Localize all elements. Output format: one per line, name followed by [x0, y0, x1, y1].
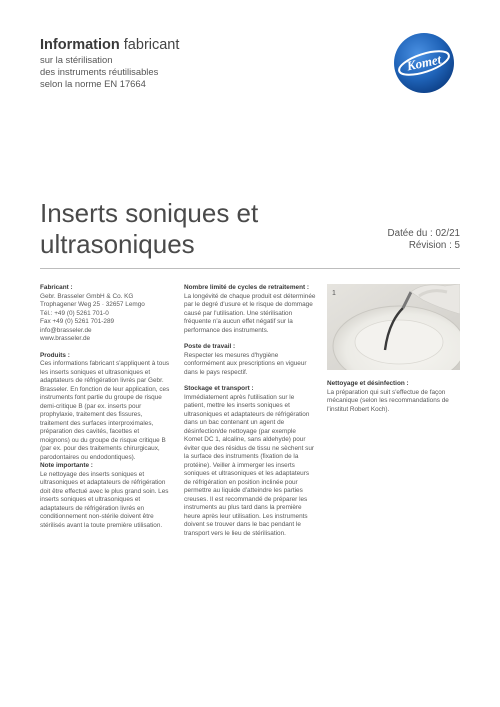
divider: [40, 268, 460, 269]
cycles-heading: Nombre limité de cycles de retraitement :: [184, 284, 310, 291]
document-title-line: Inserts soniques et: [40, 198, 259, 228]
fabricant-line: Fax +49 (0) 5261 701-289: [40, 318, 115, 325]
fabricant-line: www.brasseler.de: [40, 335, 91, 342]
document-title: [40, 198, 258, 260]
header-title: [40, 36, 179, 54]
header-subtitle-line: selon la norme EN 17664: [40, 78, 146, 89]
header-title-rest: fabricant: [123, 37, 180, 53]
fabricant-line: Trophagener Weg 25 · 32657 Lemgo: [40, 301, 145, 308]
fabricant-line: Tél.: +49 (0) 5261 701-0: [40, 309, 109, 317]
produits-heading: Produits :: [40, 351, 70, 359]
fabricant-heading: Fabricant :: [40, 284, 73, 291]
document-header: [40, 36, 179, 90]
cycles-text: La longévité de chaque produit est déterminée par le degré d'usure et le risque de dommage causé par l'utilisation. Une stérilisation fréquente n'a aucun effet négatif sur la performance des instruments.: [184, 292, 316, 334]
fabricant-line: info@brasseler.de: [40, 326, 92, 334]
nettoyage-heading: Nettoyage et désinfection :: [327, 380, 409, 387]
note-text: Le nettoyage des inserts soniques et ultrasoniques et adaptateurs de réfrigération doit être effectué avec le plus grand soin. Les inserts soniques et ultrasoniques et adaptateurs de réfrigération livrés en conditionnement non-stérile doivent être stérilisés avant la toute première utilisation.: [40, 470, 169, 529]
header-subtitle-line: sur la stérilisation: [40, 54, 113, 65]
komet-logo-icon: [393, 32, 455, 94]
stockage-text: Immédiatement après l'utilisation sur le patient, mettre les inserts soniques et ultrasoniques et adaptateurs de réfrigération dans un bac contenant un agent de désinfection/de nettoyage (par exemple Komet DC 1, alcaline, sans aldehyde) pour éviter que des résidus de tissu ne sèchent sur la surface des instruments (fixation de la protéine). Veiller à immerger les inserts soniques et ultrasoniques et les adaptateurs de réfrigération en position inclinée pour permettre au liquide d'atteindre les parties creuses. Il est recommandé de préparer les instruments au plus tard dans la première heure après leur utilisation. Les instruments doivent se trouver dans le bac pendant le transport vers le lieu de stérilisation.: [184, 393, 315, 537]
document-date: Datée du : 02/21: [387, 228, 460, 239]
logo-text: Komet: [405, 51, 443, 74]
column-2: [184, 284, 316, 538]
header-title-bold: Information: [40, 37, 120, 53]
fabricant-line: Gebr. Brasseler GmbH & Co. KG: [40, 292, 134, 300]
photo-number: 1: [332, 290, 336, 297]
produits-text: Ces informations fabricant s'appliquent à tous les inserts soniques et ultrasoniques et adaptateurs de réfrigération livrés par Gebr. Brasseler. En fonction de leur application, ces instruments font partie du groupe de risque demi-critique B (par ex. inserts pour prophylaxie, traitement des fissures, traitement des surfaces interproximales, préparation des cavités, facettes et moignons) ou du groupe de risque critique B (par ex. pour des traitements chirurgicaux, parodontaires ou endodontiques).: [40, 360, 170, 461]
nettoyage-text: La préparation qui suit s'effectue de façon mécanique (selon les recommandations de l'institut Robert Koch).: [327, 388, 449, 413]
column-3: [327, 284, 460, 414]
column-1: [40, 284, 170, 530]
poste-heading: Poste de travail :: [184, 343, 236, 350]
header-subtitle-line: des instruments réutilisables: [40, 66, 159, 77]
stockage-heading: Stockage et transport :: [184, 385, 254, 392]
document-title-line: ultrasoniques: [40, 229, 195, 259]
note-heading: Note importante :: [40, 462, 93, 469]
document-meta: [388, 228, 460, 252]
poste-text: Respecter les mesures d'hygiène conformément aux prescriptions en vigueur dans le pays respectif.: [184, 351, 307, 376]
document-revision: Révision : 5: [408, 240, 460, 251]
